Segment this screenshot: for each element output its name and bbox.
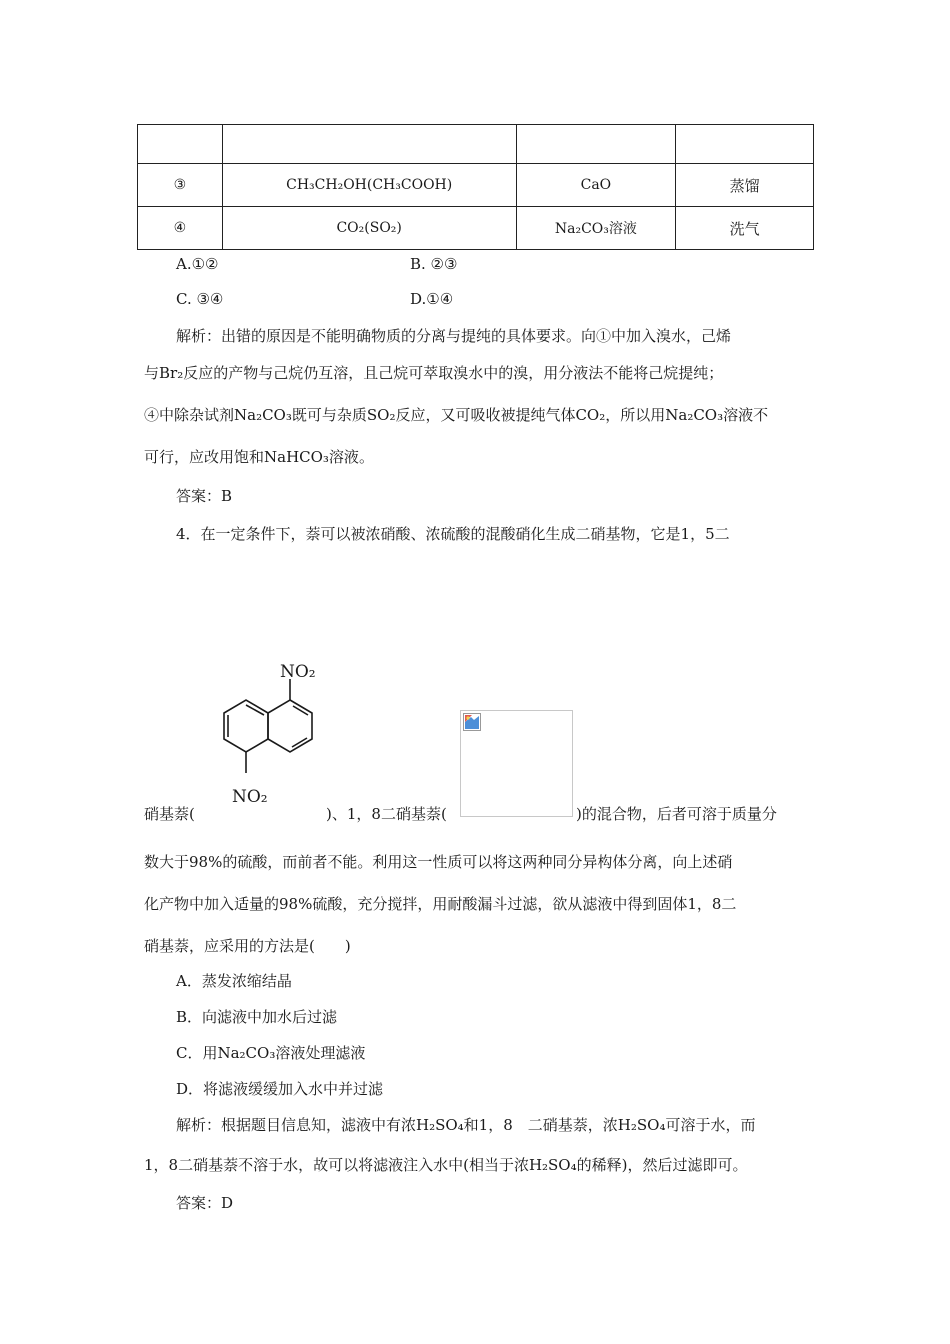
question-stem: 4．在一定条件下，萘可以被浓硝酸、浓硫酸的混酸硝化生成二硝基物，它是1，5二	[176, 525, 730, 543]
table-cell-num: ③	[138, 164, 223, 207]
analysis-line: ④中除杂试剂Na₂CO₃既可与杂质SO₂反应，又可吸收被提纯气体CO₂，所以用Na₂CO₃溶液不	[144, 406, 769, 424]
table-cell-reagent: Na₂CO₃溶液	[516, 207, 676, 250]
table-row	[138, 164, 814, 207]
analysis-line: 解析：根据题目信息知，滤液中有浓H₂SO₄和1，8 二硝基萘，浓H₂SO₄可溶于水，而	[176, 1116, 756, 1134]
nitro-label-bottom: NO₂	[232, 787, 268, 807]
option-c: C. ③④	[176, 290, 224, 308]
analysis-line: 解析：出错的原因是不能明确物质的分离与提纯的具体要求。向①中加入溴水，己烯	[176, 327, 732, 345]
nitro-label-top: NO₂	[280, 662, 316, 682]
analysis-line: 1，8二硝基萘不溶于水，故可以将滤液注入水中(相当于浓H₂SO₄的稀释)，然后过滤即可。	[144, 1156, 748, 1174]
answer: 答案：B	[176, 487, 233, 505]
table-cell-mixture: CO₂(SO₂)	[222, 207, 516, 250]
table-cell-reagent	[516, 125, 676, 164]
question-stem-part: )的混合物，后者可溶于质量分	[576, 805, 777, 823]
option-d: D．将滤液缓缓加入水中并过滤	[176, 1080, 384, 1098]
option-a: A．蒸发浓缩结晶	[176, 972, 292, 990]
reagent-table	[137, 124, 814, 250]
question-stem: 化产物中加入适量的98%硫酸，充分搅拌，用耐酸漏斗过滤，欲从滤液中得到固体1，8二	[144, 895, 737, 913]
question-stem: 数大于98%的硫酸，而前者不能。利用这一性质可以将这两种同分异构体分离，向上述硝	[144, 853, 733, 871]
table-cell-reagent: CaO	[516, 164, 676, 207]
table-cell-method: 蒸馏	[676, 164, 814, 207]
table-cell-method: 洗气	[676, 207, 814, 250]
question-stem-part: 硝基萘(	[144, 805, 195, 823]
table-row	[138, 125, 814, 164]
broken-image-icon	[463, 713, 481, 731]
table-cell-mixture: CH₃CH₂OH(CH₃COOH)	[222, 164, 516, 207]
analysis-line: 与Br₂反应的产物与己烷仍互溶，且己烷可萃取溴水中的溴，用分液法不能将己烷提纯；	[144, 364, 724, 382]
analysis-line: 可行，应改用饱和NaHCO₃溶液。	[144, 448, 374, 466]
option-b: B. ②③	[410, 255, 458, 273]
answer: 答案：D	[176, 1194, 234, 1212]
option-a: A.①②	[176, 255, 219, 273]
table-cell-num: ④	[138, 207, 223, 250]
dinitronaphthalene-structure	[200, 655, 325, 810]
option-c: C．用Na₂CO₃溶液处理滤液	[176, 1044, 366, 1062]
table-cell-mixture	[222, 125, 516, 164]
table-cell-num	[138, 125, 223, 164]
table-row	[138, 207, 814, 250]
option-d: D.①④	[410, 290, 454, 308]
broken-image-placeholder	[460, 710, 573, 817]
table-cell-method	[676, 125, 814, 164]
option-b: B．向滤液中加水后过滤	[176, 1008, 338, 1026]
question-stem: 硝基萘，应采用的方法是( )	[144, 937, 351, 955]
question-stem-part: )、1，8二硝基萘(	[326, 805, 447, 823]
